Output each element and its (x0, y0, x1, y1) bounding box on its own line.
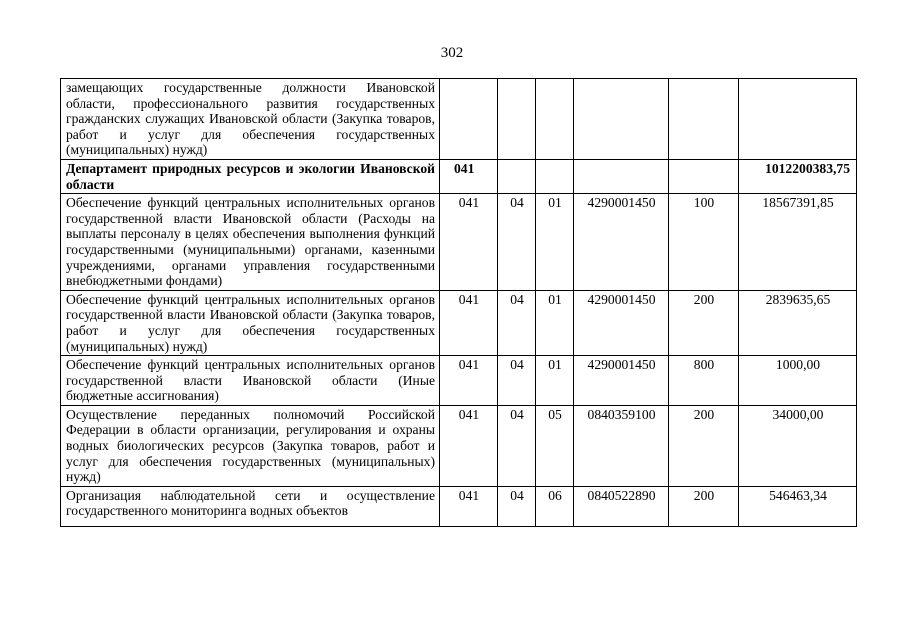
row-target-code: 4290001450 (574, 194, 669, 291)
row-description: замещающих государственные должности Ивановской области, профессионального развития государственных гражданских служащих Ивановской области (Закупка товаров, работ и услуг для обеспечения государственных (муниципальных) нужд) (61, 79, 440, 160)
row-description: Обеспечение функций центральных исполнительных органов государственной власти Ивановской области (Иные бюджетные ассигнования) (61, 356, 440, 406)
table-row-department (61, 159, 857, 193)
row-expense-type: 200 (669, 486, 739, 526)
row-target-code: 4290001450 (574, 356, 669, 406)
row-amount: 2839635,65 (739, 290, 857, 355)
row-description: Департамент природных ресурсов и экологии Ивановской области (61, 159, 440, 193)
row-admin-code: 041 (440, 194, 498, 291)
table-row (61, 486, 857, 526)
row-subsection-code: 01 (536, 290, 574, 355)
row-admin-code: 041 (440, 356, 498, 406)
row-subsection-code (536, 159, 574, 193)
row-amount (739, 79, 857, 160)
row-amount: 546463,34 (739, 486, 857, 526)
row-expense-type (669, 79, 739, 160)
row-description: Осуществление переданных полномочий Российской Федерации в области организации, регулирования и охраны водных биологических ресурсов (Закупка товаров, работ и услуг для обеспечения государственных (муниципальных) нужд) (61, 405, 440, 486)
row-expense-type: 800 (669, 356, 739, 406)
row-section-code: 04 (498, 290, 536, 355)
row-expense-type: 200 (669, 290, 739, 355)
row-target-code: 0840522890 (574, 486, 669, 526)
row-subsection-code: 01 (536, 194, 574, 291)
row-admin-code: 041 (440, 405, 498, 486)
row-amount: 18567391,85 (739, 194, 857, 291)
row-target-code (574, 79, 669, 160)
row-section-code: 04 (498, 194, 536, 291)
row-subsection-code: 05 (536, 405, 574, 486)
row-section-code (498, 79, 536, 160)
row-description: Обеспечение функций центральных исполнительных органов государственной власти Ивановской области (Закупка товаров, работ и услуг для обеспечения государственных (муниципальных) нужд) (61, 290, 440, 355)
row-admin-code (440, 79, 498, 160)
row-section-code: 04 (498, 405, 536, 486)
row-description: Обеспечение функций центральных исполнительных органов государственной власти Ивановской области (Расходы на выплаты персоналу в целях обеспечения выполнения функций государственными (муниципальными) органами, казенными учреждениями, органами управления государственными внебюджетными фондами) (61, 194, 440, 291)
table-row (61, 356, 857, 406)
page-number: 302 (440, 45, 464, 61)
table-row (61, 194, 857, 291)
row-amount: 1012200383,75 (739, 159, 857, 193)
row-admin-code: 041 (440, 290, 498, 355)
row-section-code (498, 159, 536, 193)
row-admin-code: 041 (440, 486, 498, 526)
row-subsection-code: 06 (536, 486, 574, 526)
table-row (61, 290, 857, 355)
row-expense-type (669, 159, 739, 193)
row-amount: 34000,00 (739, 405, 857, 486)
table-row (61, 79, 857, 160)
row-description-cell (61, 486, 440, 526)
row-target-code: 0840359100 (574, 405, 669, 486)
row-admin-code: 041 (440, 159, 498, 193)
row-section-code: 04 (498, 486, 536, 526)
row-expense-type: 100 (669, 194, 739, 291)
row-section-code: 04 (498, 356, 536, 406)
row-description: Организация наблюдательной сети и осуществление государственного мониторинга водных объектов (66, 487, 435, 518)
table-row (61, 405, 857, 486)
row-expense-type: 200 (669, 405, 739, 486)
budget-table (60, 78, 857, 527)
row-target-code (574, 159, 669, 193)
row-subsection-code: 01 (536, 356, 574, 406)
row-target-code: 4290001450 (574, 290, 669, 355)
row-subsection-code (536, 79, 574, 160)
row-amount: 1000,00 (739, 356, 857, 406)
